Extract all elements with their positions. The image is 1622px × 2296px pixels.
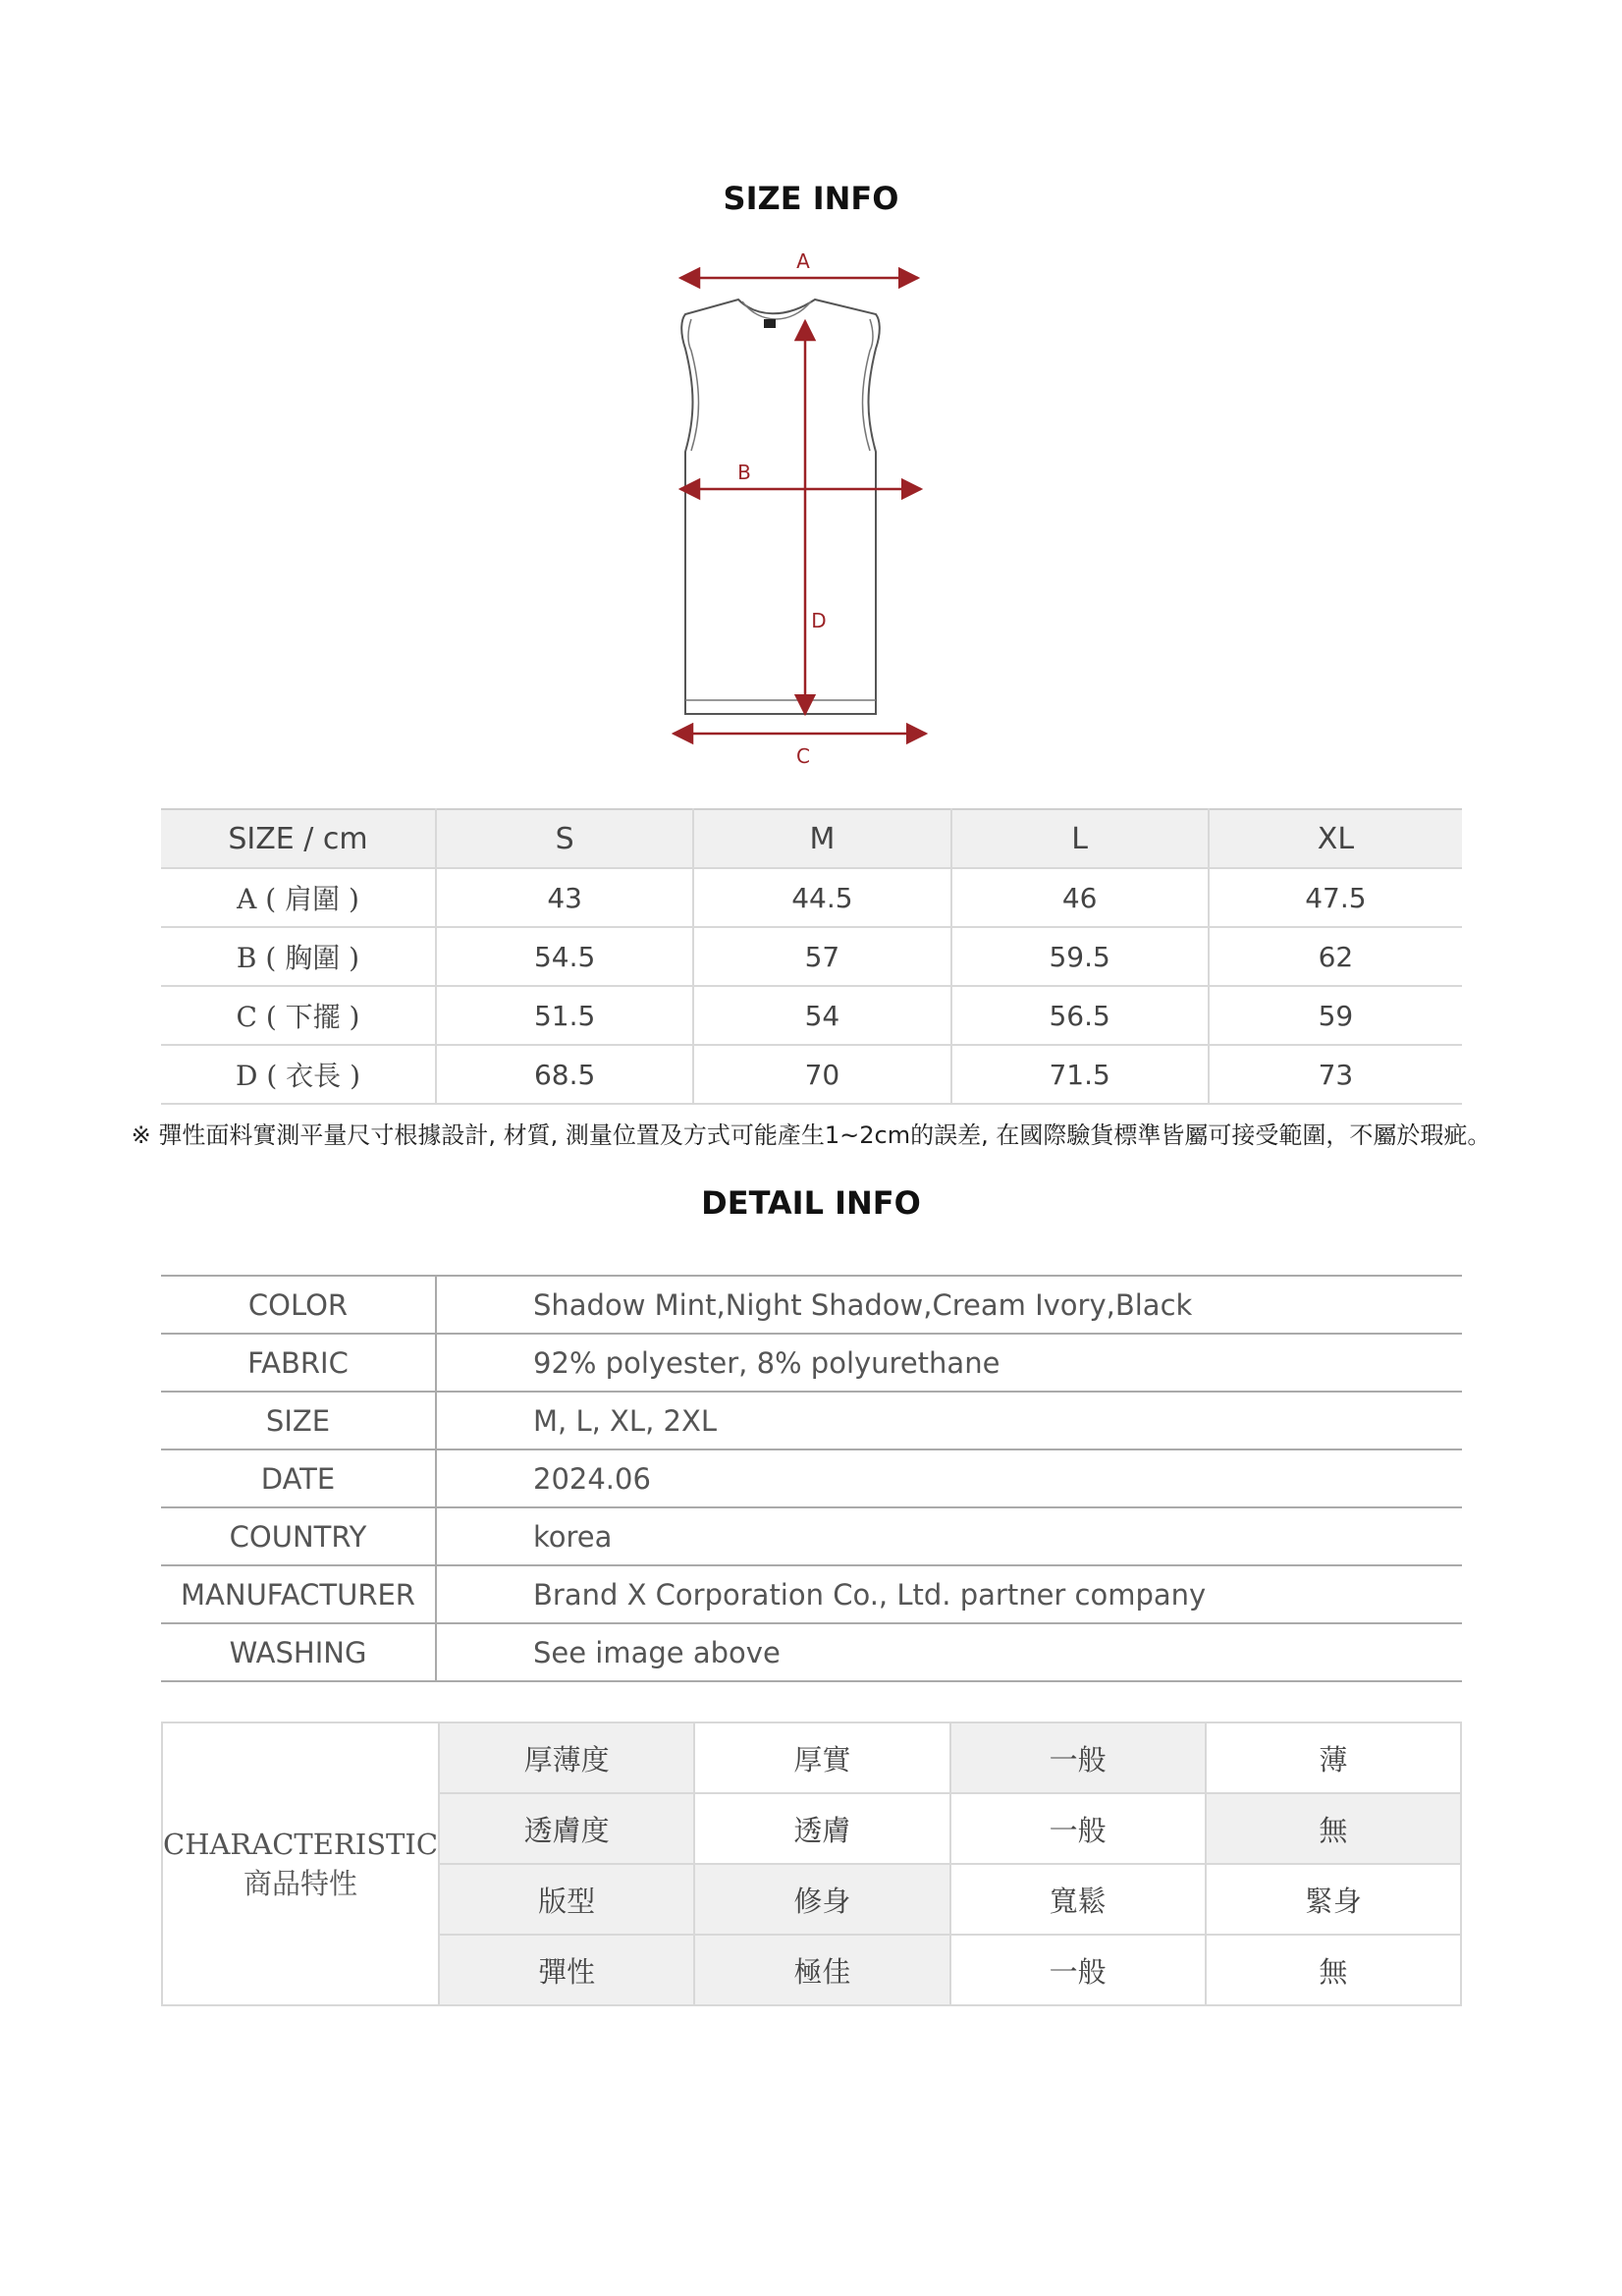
detail-table (161, 1275, 1462, 1682)
characteristic-label: 厚薄度 (439, 1722, 694, 1793)
detail-value: Shadow Mint,Night Shadow,Cream Ivory,Black (436, 1276, 1462, 1334)
size-header-cell: S (436, 809, 693, 868)
detail-value: 2024.06 (436, 1449, 1462, 1507)
size-value: 59 (1209, 986, 1462, 1045)
size-value: 68.5 (436, 1045, 693, 1104)
characteristic-label: 版型 (439, 1864, 694, 1935)
table-row (161, 1334, 1462, 1392)
size-header-cell: L (951, 809, 1209, 868)
characteristic-heading (162, 1722, 439, 2005)
detail-label: WASHING (161, 1623, 436, 1681)
table-row (161, 986, 1462, 1045)
label-b: B (737, 461, 751, 484)
detail-label: SIZE (161, 1392, 436, 1449)
detail-label: COUNTRY (161, 1507, 436, 1565)
characteristic-table (161, 1722, 1462, 2006)
characteristic-option: 無 (1206, 1935, 1461, 2005)
detail-value: M, L, XL, 2XL (436, 1392, 1462, 1449)
table-row (161, 1449, 1462, 1507)
size-value: 46 (951, 868, 1209, 927)
size-row-label: D ( 衣長 ) (161, 1045, 436, 1104)
characteristic-option: 一般 (950, 1793, 1206, 1864)
label-a: A (796, 249, 810, 273)
table-row (162, 1722, 1461, 1793)
detail-value: Brand X Corporation Co., Ltd. partner company (436, 1565, 1462, 1623)
characteristic-option: 厚實 (694, 1722, 949, 1793)
size-info-title: SIZE INFO (723, 180, 899, 217)
detail-info-title: DETAIL INFO (701, 1184, 921, 1222)
characteristic-option: 寬鬆 (950, 1864, 1206, 1935)
size-value: 54.5 (436, 927, 693, 986)
table-row (161, 1565, 1462, 1623)
detail-value: See image above (436, 1623, 1462, 1681)
characteristic-heading-en: CHARACTERISTIC (163, 1828, 439, 1861)
size-value: 51.5 (436, 986, 693, 1045)
characteristic-option: 一般 (950, 1935, 1206, 2005)
size-value: 57 (693, 927, 950, 986)
size-header-cell: XL (1209, 809, 1462, 868)
table-row (161, 1392, 1462, 1449)
size-row-label: B ( 胸圍 ) (161, 927, 436, 986)
detail-value: 92% polyester, 8% polyurethane (436, 1334, 1462, 1392)
size-value: 59.5 (951, 927, 1209, 986)
table-row (161, 1045, 1462, 1104)
characteristic-heading-zh: 商品特性 (243, 1867, 358, 1900)
label-c: C (796, 744, 810, 768)
characteristic-option: 修身 (694, 1864, 949, 1935)
size-value: 62 (1209, 927, 1462, 986)
characteristic-option: 極佳 (694, 1935, 949, 2005)
characteristic-option: 透膚 (694, 1793, 949, 1864)
detail-label: DATE (161, 1449, 436, 1507)
table-row (161, 1276, 1462, 1334)
size-value: 43 (436, 868, 693, 927)
characteristic-label: 透膚度 (439, 1793, 694, 1864)
characteristic-option: 一般 (950, 1722, 1206, 1793)
size-value: 56.5 (951, 986, 1209, 1045)
label-d: D (811, 609, 827, 632)
detail-label: MANUFACTURER (161, 1565, 436, 1623)
table-row (161, 868, 1462, 927)
measurement-note: ※ 彈性面料實測平量尺寸根據設計, 材質, 測量位置及方式可能產生1~2cm的誤差, 在國際驗貨標準皆屬可接受範圍，不屬於瑕疵。 (131, 1121, 1491, 1149)
characteristic-option: 薄 (1206, 1722, 1461, 1793)
size-value: 54 (693, 986, 950, 1045)
sleeveless-tee-outline (681, 300, 880, 714)
detail-label: FABRIC (161, 1334, 436, 1392)
size-table-header (161, 809, 1462, 868)
table-row (161, 927, 1462, 986)
size-value: 71.5 (951, 1045, 1209, 1104)
table-row (161, 1507, 1462, 1565)
characteristic-option: 緊身 (1206, 1864, 1461, 1935)
size-table (161, 808, 1462, 1105)
size-header-cell: SIZE / cm (161, 809, 436, 868)
size-value: 70 (693, 1045, 950, 1104)
size-value: 44.5 (693, 868, 950, 927)
size-row-label: A ( 肩圍 ) (161, 868, 436, 927)
garment-measurement-diagram (648, 241, 962, 771)
size-value: 73 (1209, 1045, 1462, 1104)
detail-value: korea (436, 1507, 1462, 1565)
neck-label-tag (764, 319, 776, 328)
size-row-label: C ( 下擺 ) (161, 986, 436, 1045)
detail-label: COLOR (161, 1276, 436, 1334)
size-header-cell: M (693, 809, 950, 868)
size-value: 47.5 (1209, 868, 1462, 927)
table-row (161, 1623, 1462, 1681)
characteristic-label: 彈性 (439, 1935, 694, 2005)
characteristic-option: 無 (1206, 1793, 1461, 1864)
